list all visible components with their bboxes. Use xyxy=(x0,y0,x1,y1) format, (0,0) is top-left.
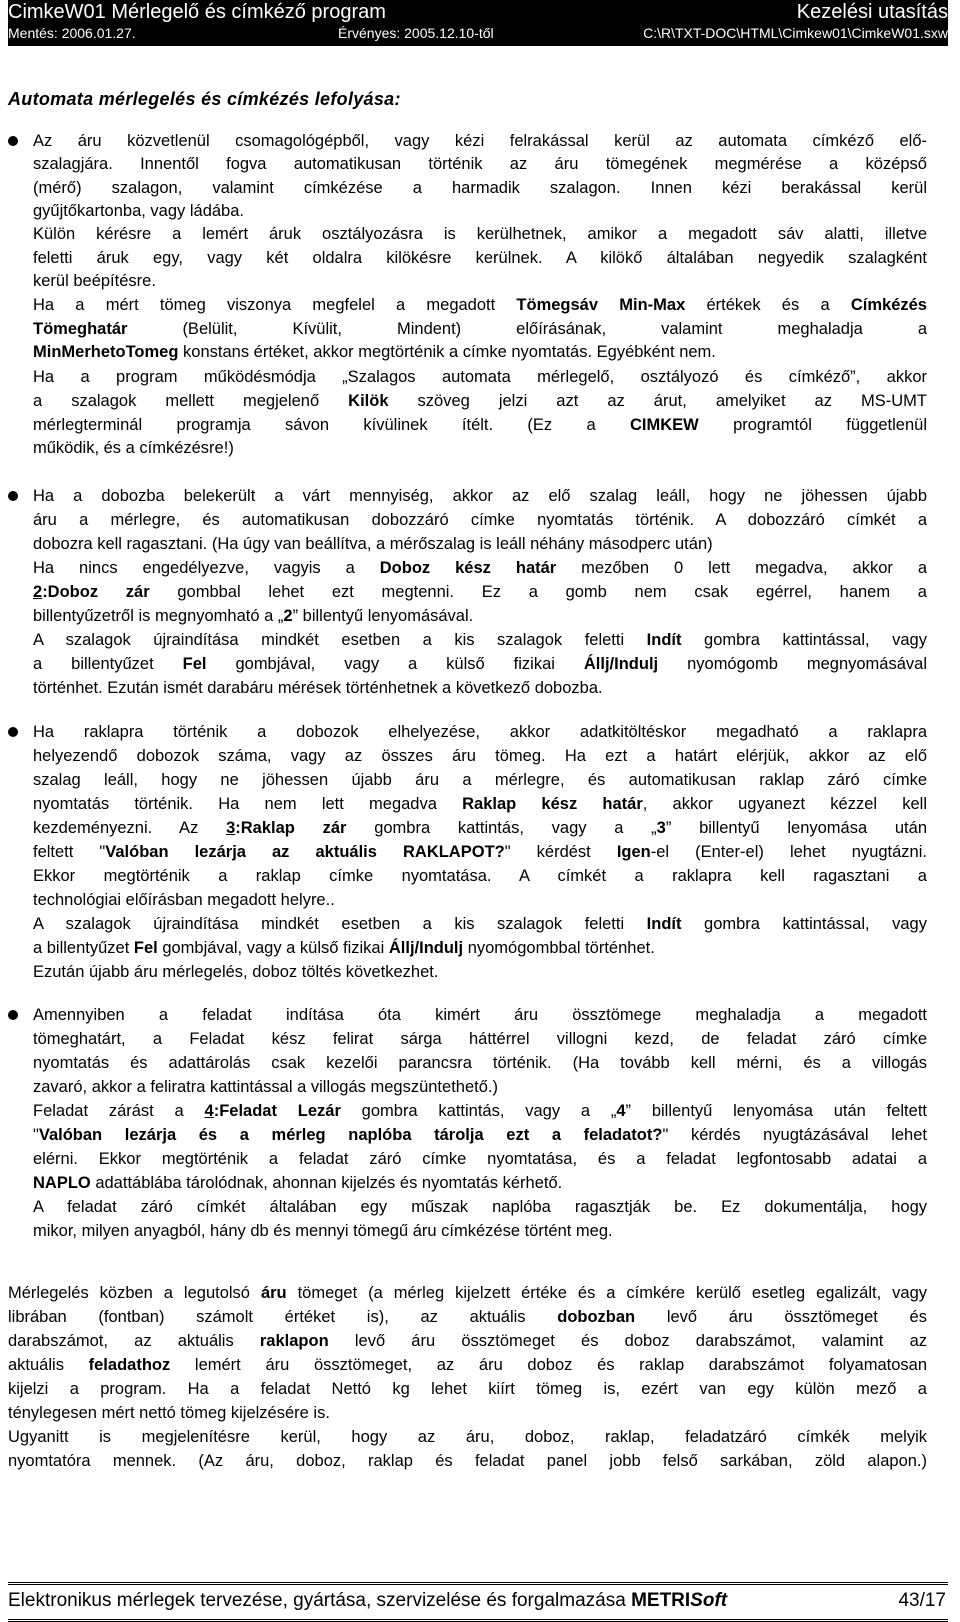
section-title: Automata mérlegelés és címkézés lefolyása: xyxy=(8,89,401,109)
text-line: Ugyanitt is megjelenítésre kerül, hogy az áru, doboz, raklap, feladatzáró címkék melyik xyxy=(8,1428,927,1446)
term-indit: Indít xyxy=(646,915,682,933)
text-line: billentyűzetről is megnyomható a „2” billentyű lenyomásával. xyxy=(33,607,474,625)
term-feladathoz: feladathoz xyxy=(88,1356,171,1374)
page-header xyxy=(8,0,948,46)
term-cimkew: CIMKEW xyxy=(630,416,699,434)
text-line: Ekkor megtörténik a raklap címke nyomtatása. A címkét a raklapra kell ragasztani a xyxy=(33,867,927,885)
text-line: áru a mérlegre, és automatikusan dobozzáró címke nyomtatás történik. A dobozzáró címkét a xyxy=(33,511,927,529)
header-file-path: C:\R\TXT-DOC\HTML\Cimkew01\CimkeW01.sxw xyxy=(643,25,948,41)
text-line: nyomtatóra mennek. (Az áru, doboz, raklap és feladat panel jobb felső sarkában, zöld alapon.) xyxy=(8,1452,927,1470)
text-line: a szalagok mellett megjelenő Kilök szöveg jelzi azt az árut, amelyiket az MS-UMT xyxy=(33,392,927,410)
text-line: feltett "Valóban lezárja az aktuális RAKLAPOT?" kérdést Igen-el (Enter-el) lehet nyugtázni. xyxy=(33,843,927,861)
text-line: 2:Doboz zár gombbal lehet ezt megtenni. Ez a gomb nem csak egérrel, hanem a xyxy=(33,583,927,601)
footer-brand-soft: Soft xyxy=(690,1590,728,1611)
text-line: tömeghatárt, a Feladat kész felirat sárga háttérrel villogni kezd, de feladat záró címke xyxy=(33,1030,927,1048)
term-raklap-zar-key: 3 xyxy=(226,819,236,837)
term-cimkezes: Címkézés xyxy=(850,296,927,314)
text-line: NAPLO adattáblába tárolódnak, ahonnan kijelzés és nyomtatás kérhető. xyxy=(33,1174,563,1192)
term-key-4: 4 xyxy=(616,1102,626,1120)
text-line: mikor, milyen anyagból, hány db és mennyi tömegű áru címkézése történt meg. xyxy=(33,1222,613,1240)
term-doboz-zar-key: 2 xyxy=(33,583,43,601)
text-line: (mérő) szalagon, valamint címkézése a harmadik szalagon. Innen kézi berakással kerül xyxy=(33,179,927,197)
footer-text: Elektronikus mérlegek tervezése, gyártása, szervizelése és forgalmazása METRISoft xyxy=(8,1590,728,1611)
term-fel: Fel xyxy=(182,655,207,673)
bullet-marker xyxy=(8,136,18,146)
text-line: MinMerhetoTomeg konstans értéket, akkor megtörténik a címke nyomtatás. Egyébként nem. xyxy=(33,343,716,361)
term-doboz-kesz-hatar: Doboz kész határ xyxy=(379,559,557,577)
text-line: zavaró, akkor a feliratra kattintással a villogás megszüntethető.) xyxy=(33,1078,498,1096)
term-aru: áru xyxy=(260,1284,287,1302)
term-key-3: 3 xyxy=(656,819,666,837)
term-raklap-confirm: Valóban lezárja az aktuális RAKLAPOT? xyxy=(105,843,505,861)
term-indit: Indít xyxy=(646,631,682,649)
term-raklap-zar: :Raklap zár xyxy=(235,819,347,837)
term-allj-indulj: Állj/Indulj xyxy=(388,939,464,957)
term-igen: Igen xyxy=(616,843,651,861)
text-line: Az áru közvetlenül csomagológépből, vagy kézi felrakással kerül az automata címkéző elő- xyxy=(33,132,927,150)
text-line: technológiai előírásban megadott helyre.. xyxy=(33,891,335,909)
bullet-marker xyxy=(8,491,18,501)
text-line: feletti áruk egy, vagy két oldalra kilökésre kerülnek. A kilökő általában negyedik szalagként xyxy=(33,249,927,267)
text-line: helyezendő dobozok száma, vagy az összes áru tömeg. Ha ezt a határt elérjük, akkor az elő xyxy=(33,747,927,765)
text-line: A feladat záró címkét általában egy műszak naplóba ragasztják be. Ez dokumentálja, hogy xyxy=(33,1198,927,1216)
header-valid-date: Érvényes: 2005.12.10-től xyxy=(338,25,494,41)
term-kilok: Kilök xyxy=(348,392,389,410)
term-doboz-zar: :Doboz zár xyxy=(42,583,150,601)
text-line: Ha a dobozba belekerült a várt mennyiség, akkor az elő szalag leáll, hogy ne jöhessen újabb xyxy=(33,487,927,505)
text-line: ténylegesen mért nettó tömeg kijelzésére is. xyxy=(8,1404,330,1422)
page-footer xyxy=(8,1582,948,1622)
bullet-marker xyxy=(8,727,18,737)
term-dobozban: dobozban xyxy=(557,1308,636,1326)
text-line: Ezután újabb áru mérlegelés, doboz töltés következhet. xyxy=(33,963,439,981)
text-line: Külön kérésre a lemért áruk osztályozásra is kerülhetnek, amikor a megadott sáv alatti, illetve xyxy=(33,225,927,243)
term-feladat-lezar: :Feladat Lezár xyxy=(213,1102,341,1120)
text-line: A szalagok újraindítása mindkét esetben a kis szalagok feletti Indít gombra kattintással, vagy xyxy=(33,631,927,649)
text-line: szalagjára. Innentől fogva automatikusan történik az áru tömegének megmérése a középső xyxy=(33,155,927,173)
text-line: kerül beépítésre. xyxy=(33,272,156,290)
term-minmerheto: MinMerhetoTomeg xyxy=(33,343,179,361)
text-line: Amennyiben a feladat indítása óta kimért áru össztömege meghaladja a megadott xyxy=(33,1006,927,1024)
text-line: kezdeményezni. Az 3:Raklap zár gombra kattintás, vagy a „3” billentyű lenyomása után xyxy=(33,819,927,837)
text-line: dobozra kell ragasztani. (Ha úgy van beállítva, a mérőszalag is leáll néhány másodperc után) xyxy=(33,535,713,553)
text-line: történhet. Ezután ismét darabáru mérések történhetnek a következő dobozba. xyxy=(33,679,603,697)
text-line: nyomtatás és adattárolás csak kezelői parancsra történik. (Ha tovább kell mérni, és a villogás xyxy=(33,1054,927,1072)
term-fel: Fel xyxy=(133,939,158,957)
text-line: "Valóban lezárja és a mérleg naplóba tárolja ezt a feladatot?" kérdés nyugtázásával lehet xyxy=(33,1126,927,1144)
text-line: Ha a program működésmódja „Szalagos automata mérlegelő, osztályozó és címkéző”, akkor xyxy=(33,368,927,386)
term-feladat-confirm: Valóban lezárja és a mérleg naplóba tárolja ezt a feladatot? xyxy=(38,1126,663,1144)
bullet-marker xyxy=(8,1010,18,1020)
header-program-title: CimkeW01 Mérlegelő és címkéző program xyxy=(8,1,386,23)
term-naplo: NAPLO xyxy=(33,1174,91,1192)
term-feladat-lezar-key: 4 xyxy=(204,1102,214,1120)
header-saved-date: Mentés: 2006.01.27. xyxy=(8,25,136,41)
text-line: kijelzi a program. Ha a feladat Nettó kg lehet kiírt tömeg is, ezért van egy külön mező a xyxy=(8,1380,927,1398)
footer-brand-metri: METRI xyxy=(631,1590,691,1611)
text-line: Ha raklapra történik a dobozok elhelyezése, akkor adatkitöltéskor megadható a raklapra xyxy=(33,723,927,741)
text-line: a billentyűzet Fel gombjával, vagy a külső fizikai Állj/Indulj nyomógombbal történhet. xyxy=(33,939,655,957)
term-tomegsav: Tömegsáv Min-Max xyxy=(516,296,686,314)
term-tomeghatar: Tömeghatár xyxy=(33,320,128,338)
text-line: aktuális feladathoz lemért áru össztömeget, az áru doboz és raklap darabszámot folyamatosan xyxy=(8,1356,928,1374)
text-line: a billentyűzet Fel gombjával, vagy a külső fizikai Állj/Indulj nyomógomb megnyomásával xyxy=(33,655,927,673)
text-line: működik, és a címkézésre!) xyxy=(33,439,234,457)
term-key-2: 2 xyxy=(283,607,293,625)
text-line: nyomtatás történik. Ha nem lett megadva Raklap kész határ, akkor ugyanezt kézzel kell xyxy=(33,795,928,813)
text-line: mérlegterminál programja sávon kívülinek ítélt. (Ez a CIMKEW programtól függetlenül xyxy=(33,416,927,434)
text-line: Mérlegelés közben a legutolsó áru tömeget (a mérleg kijelzett értéke és a címkére kerülő esetleg egalizált, vagy xyxy=(8,1284,927,1302)
text-line: Feladat zárást a 4:Feladat Lezár gombra kattintás, vagy a „4” billentyű lenyomása után feltett xyxy=(33,1102,927,1120)
footer-page-number: 43/17 xyxy=(898,1590,946,1611)
text-line: szalag leáll, hogy ne jöhessen újabb áru a mérlegre, és automatikusan raklap záró címke xyxy=(33,771,927,789)
term-allj-indulj: Állj/Indulj xyxy=(583,655,659,673)
text-line: Tömeghatár (Belülit, Kívülit, Mindent) előírásának, valamint meghaladja a xyxy=(33,320,927,338)
text-line: A szalagok újraindítása mindkét esetben a kis szalagok feletti Indít gombra kattintással, vagy xyxy=(33,915,927,933)
text-line: darabszámot, az aktuális raklapon levő áru össztömeget és doboz darabszámot, valamint az xyxy=(8,1332,927,1350)
text-line: Ha a mért tömeg viszonya megfelel a megadott Tömegsáv Min-Max értékek és a Címkézés xyxy=(33,296,927,314)
text-line: elérni. Ekkor megtörténik a feladat záró címke nyomtatása, és a feladat legfontosabb adatai a xyxy=(33,1150,927,1168)
term-raklapon: raklapon xyxy=(259,1332,329,1350)
text-line: gyűjtőkartonba, vagy ládába. xyxy=(33,202,244,220)
text-line: Ha nincs engedélyezve, vagyis a Doboz kész határ mezőben 0 lett megadva, akkor a xyxy=(33,559,928,577)
header-doc-type: Kezelési utasítás xyxy=(796,1,948,23)
text-line: librában (fontban) számolt értéket is), az aktuális dobozban levő áru össztömeget és xyxy=(8,1308,927,1326)
term-raklap-kesz-hatar: Raklap kész határ xyxy=(462,795,643,813)
